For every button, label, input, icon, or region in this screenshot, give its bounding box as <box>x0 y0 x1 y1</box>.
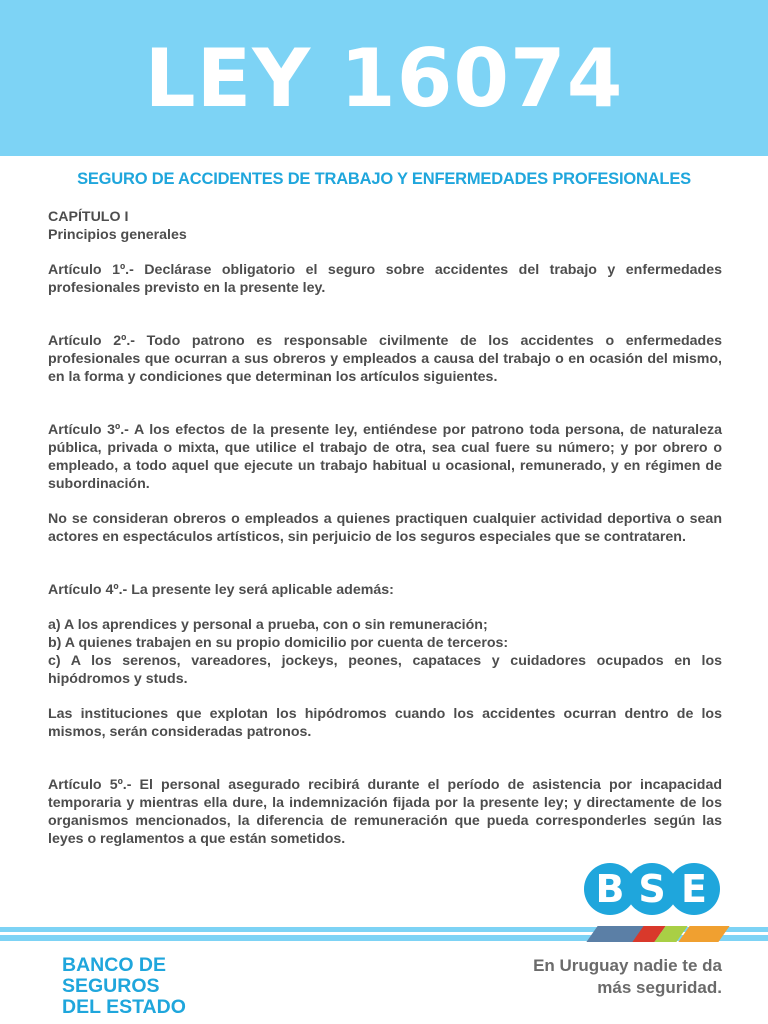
bank-name-line-1: BANCO DE <box>62 954 167 976</box>
bank-name-line-3: DEL ESTADO <box>62 996 186 1018</box>
article-4-item-b: b) A quienes trabajen en su propio domicilio por cuenta de terceros: <box>48 635 509 651</box>
chapter-name: Principios generales <box>48 227 187 243</box>
article-4-item-a: a) A los aprendices y personal a prueba, con o sin remuneración; <box>48 617 488 633</box>
article-4-paragraph-2: Las instituciones que explotan los hipódromos cuando los accidentes ocurran dentro de los mismos, serán consideradas patronos. <box>48 706 722 740</box>
tagline <box>533 955 722 999</box>
article-3: Artículo 3º.- A los efectos de la presente ley, entiéndese por patrono toda persona, de naturaleza pública, privada o mixta, que utilice el trabajo de otra, sea cual fuere su número; y por obrero o empleado, a todo aquel que ejecute un trabajo habitual u ocasional, remunerado, y en régimen de subordinación. <box>48 422 722 492</box>
article-1: Artículo 1º.- Declárase obligatorio el seguro sobre accidentes del trabajo y enfermedades profesionales previsto en la presente ley. <box>48 262 722 296</box>
bank-name <box>62 955 186 1018</box>
logo-letter-e: E <box>681 867 707 911</box>
tagline-line-2: más seguridad. <box>597 978 722 997</box>
document-subtitle: SEGURO DE ACCIDENTES DE TRABAJO Y ENFERMEDADES PROFESIONALES <box>77 170 691 188</box>
bse-logo <box>584 860 720 918</box>
article-5: Artículo 5º.- El personal asegurado recibirá durante el período de asistencia por incapacidad temporaria y mientras ella dure, la indemnización fijada por la presente ley; y directamente de los organismos mencionados, la diferencia de remuneración que pueda corresponderles según las leyes o reglamentos a que están sometidos. <box>48 777 722 847</box>
tagline-line-1: En Uruguay nadie te da <box>533 956 722 975</box>
article-4-item-c: c) A los serenos, vareadores, jockeys, peones, capataces y cuidadores ocupados en los hipódromos y studs. <box>48 653 722 687</box>
article-4: Artículo 4º.- La presente ley será aplicable además: <box>48 582 394 598</box>
law-title: LEY 16074 <box>144 32 624 125</box>
bank-name-line-2: SEGUROS <box>62 975 160 997</box>
article-3-paragraph-2: No se consideran obreros o empleados a quienes practiquen cualquier actividad deportiva o sean actores en espectáculos artísticos, sin perjuicio de los seguros especiales que se contrataren. <box>48 511 722 545</box>
logo-letter-b: B <box>595 867 625 911</box>
document-body <box>48 208 722 848</box>
chapter-heading: CAPÍTULO I <box>48 209 129 225</box>
article-2: Artículo 2º.- Todo patrono es responsable civilmente de los accidentes o enfermedades profesionales que ocurran a sus obreros y empleados a causa del trabajo o en ocasión del mismo, en la forma y condiciones que determinan los artículos siguientes. <box>48 333 722 385</box>
header-banner <box>0 0 768 156</box>
logo-letter-s: S <box>638 867 666 911</box>
